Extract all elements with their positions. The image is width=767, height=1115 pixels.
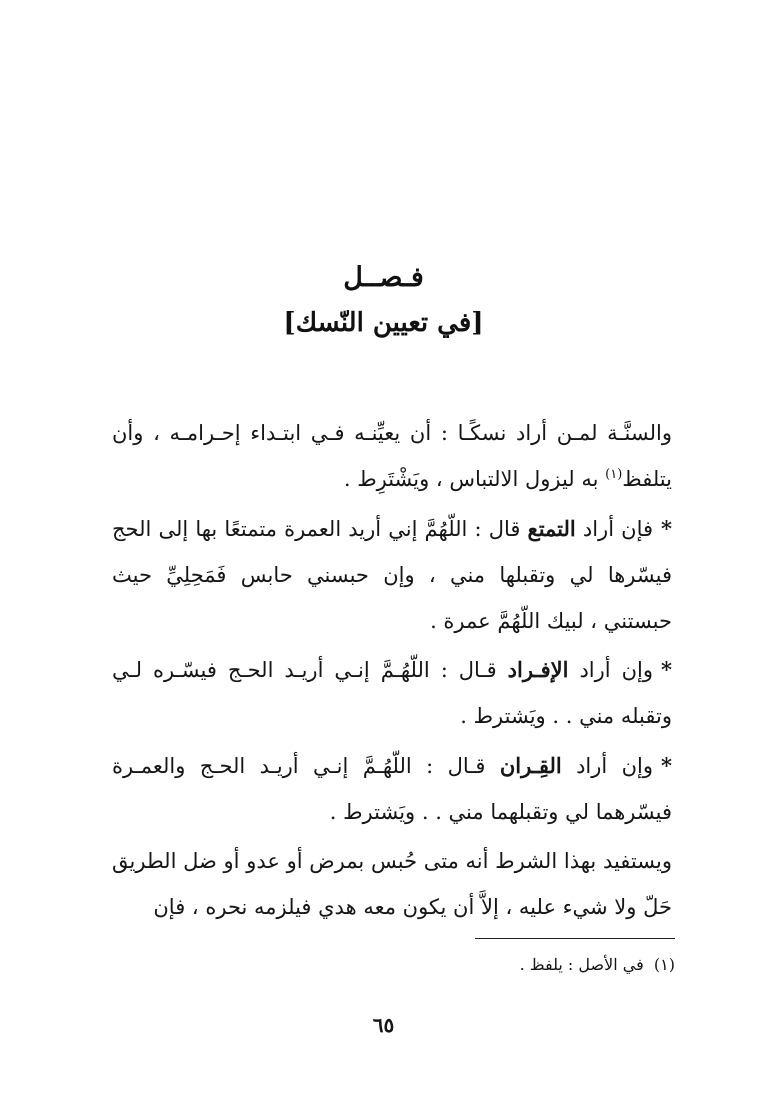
paragraph-condition-benefit: ويستفيد بهذا الشرط أنه متى حُبس بمرض أو عدو أو ضل الطريق حَلّ ولا شيء عليه ، إلاَّ أن يكون معه هدي فيلزمه نحره ، فإن <box>112 849 672 919</box>
paragraph-text: به ليزول الالتباس ، ويَشْتَرِط . <box>343 467 606 491</box>
chapter-title: فـصــل <box>343 262 424 293</box>
paragraph-ifrad <box>112 647 712 739</box>
paragraph-text: فإن أراد <box>575 517 654 541</box>
bullet-star-icon: * <box>661 657 672 682</box>
footnote-divider <box>475 938 675 939</box>
paragraph-text: وإن أراد <box>568 658 653 682</box>
footnote-marker: (١) <box>653 955 675 974</box>
paragraph-text: والسنَّـة لمـن أراد نسكًـا : أن يعيِّنـه فـي ابتـداء إحـرامـه ، وأن يتلفظ <box>112 421 672 491</box>
bold-term: الإفـراد <box>507 657 569 682</box>
chapter-subtitle: [في تعيين النّسك] <box>283 308 484 338</box>
bold-term: التمتع <box>527 516 576 541</box>
paragraph-qiran <box>112 743 712 835</box>
footnote-text: في الأصل : يلفظ . <box>519 955 644 974</box>
paragraph-text: قال : اللّهُمَّ إني أريد العمرة متمتعًا بها إلى الحج فيسّرها لي وتقبلها مني ، وإن حبسني حابس فَمَحِلِيِّ حيث حبستني ، لبيك اللّهُمَّ عمرة . <box>112 517 672 633</box>
paragraph-text: قـال : اللّهُـمَّ إنـي أريـد الحـج والعمـرة فيسّرهما لي وتقبلهما مني . . ويَشترط . <box>112 754 672 824</box>
paragraph-text: قـال : اللّهُـمَّ إنـي أريـد الحـج فيسّـره لـي وتقبله مني . . ويَشترط . <box>112 658 672 728</box>
paragraph-sunnah <box>112 410 712 502</box>
paragraph-tamattu <box>112 506 712 644</box>
paragraph-text: وإن أراد <box>561 754 654 778</box>
bullet-star-icon: * <box>661 516 672 541</box>
bullet-star-icon: * <box>661 753 672 778</box>
page-number: ٦٥ <box>372 1013 395 1037</box>
footnote <box>520 955 675 974</box>
bold-term: القِـران <box>499 753 562 778</box>
footnote-reference[interactable]: (١) <box>605 467 623 482</box>
